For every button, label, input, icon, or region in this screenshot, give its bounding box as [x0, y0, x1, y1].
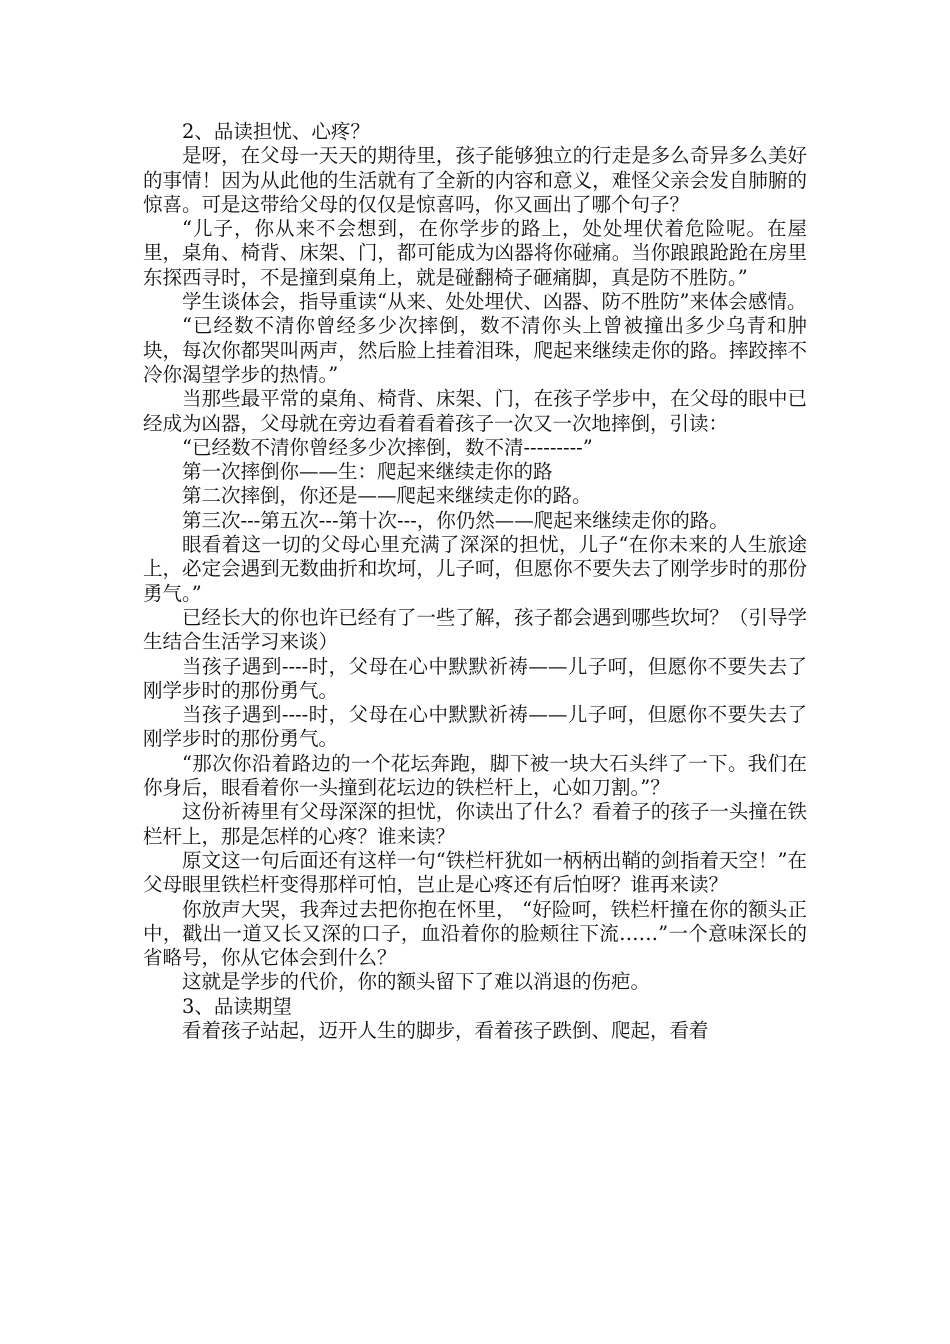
document-body: [143, 120, 807, 1043]
paragraph: 已经长大的你也许已经有了一些了解，孩子都会遇到哪些坎坷？（引导学生结合生活学习来谈）: [143, 605, 807, 654]
paragraph: 你放声大哭，我奔过去把你抱在怀里， “好险呵，铁栏杆撞在你的额头正中，戳出一道又长又深的口子，血沿着你的脸颊往下流……”一个意味深长的省略号，你从它体会到什么？: [143, 897, 807, 970]
quote-paragraph: “已经数不清你曾经多少次摔倒，数不清---------”: [182, 435, 593, 459]
paragraph: 第一次摔倒你——生：爬起来继续走你的路: [182, 460, 553, 484]
quote-paragraph: “已经数不清你曾经多少次摔倒，数不清你头上曾被撞出多少乌青和肿块，每次你都哭叫两声，然后脸上挂着泪珠，爬起来继续走你的路。摔跤摔不冷你渴望学步的热情。”: [143, 314, 807, 386]
quote-paragraph: “儿子，你从来不会想到，在你学步的路上，处处埋伏着危险呢。在屋里，桌角、椅背、床架、门，都可能成为凶器将你碰痛。当你踉踉跄跄在房里东探西寻时，不是撞到桌角上，就是碰翻椅子砸痛脚，真是防不胜防。”: [143, 217, 807, 289]
paragraph: 看着孩子站起，迈开人生的脚步，看着孩子跌倒、爬起，看着: [182, 1018, 709, 1042]
paragraph: 第三次---第五次---第十次---，你仍然——爬起来继续走你的路。: [182, 508, 729, 532]
section-heading-worry: 2、品读担忧、心疼？: [182, 120, 370, 143]
paragraph: 当孩子遇到----时，父母在心中默默祈祷——儿子呵，但愿你不要失去了刚学步时的那份勇气。: [143, 654, 807, 702]
paragraph: 是呀，在父母一天天的期待里，孩子能够独立的行走是多么奇异多么美好的事情！因为从此他的生活就有了全新的内容和意义，难怪父亲会发自肺腑的惊喜。可是这带给父母的仅仅是惊喜吗，你又画出了哪个句子？: [143, 144, 807, 216]
quote-paragraph: “那次你沿着路边的一个花坛奔跑，脚下被一块大石头绊了一下。我们在你身后，眼看着你一头撞到花坛边的铁栏杆上，心如刀割。”？: [143, 751, 807, 800]
section-heading-expectation: 3、品读期望: [182, 994, 292, 1018]
paragraph: 当那些最平常的桌角、椅背、床架、门，在孩子学步中，在父母的眼中已经成为凶器，父母就在旁边看着看着孩子一次又一次地摔倒，引读：: [143, 387, 807, 435]
paragraph: 眼看着这一切的父母心里充满了深深的担忧，儿子“在你未来的人生旅途上，必定会遇到无数曲折和坎坷，儿子呵，但愿你不要失去了刚学步时的那份勇气。”: [143, 533, 807, 605]
paragraph: 第二次摔倒，你还是——爬起来继续走你的路。: [182, 484, 592, 508]
paragraph: 这份祈祷里有父母深深的担忧，你读出了什么？看着子的孩子一头撞在铁栏杆上，那是怎样的心疼？谁来读？: [143, 800, 807, 848]
paragraph: 学生谈体会，指导重读“从来、处处埋伏、凶器、防不胜防”来体会感情。: [182, 290, 807, 314]
paragraph: 当孩子遇到----时，父母在心中默默祈祷——儿子呵，但愿你不要失去了刚学步时的那份勇气。: [143, 703, 807, 751]
paragraph: 这就是学步的代价，你的额头留下了难以消退的伤疤。: [182, 970, 651, 994]
paragraph: 原文这一句后面还有这样一句“铁栏杆犹如一柄柄出鞘的剑指着天空！”在父母眼里铁栏杆变得那样可怕，岂止是心疼还有后怕呀？谁再来读？: [143, 848, 807, 897]
